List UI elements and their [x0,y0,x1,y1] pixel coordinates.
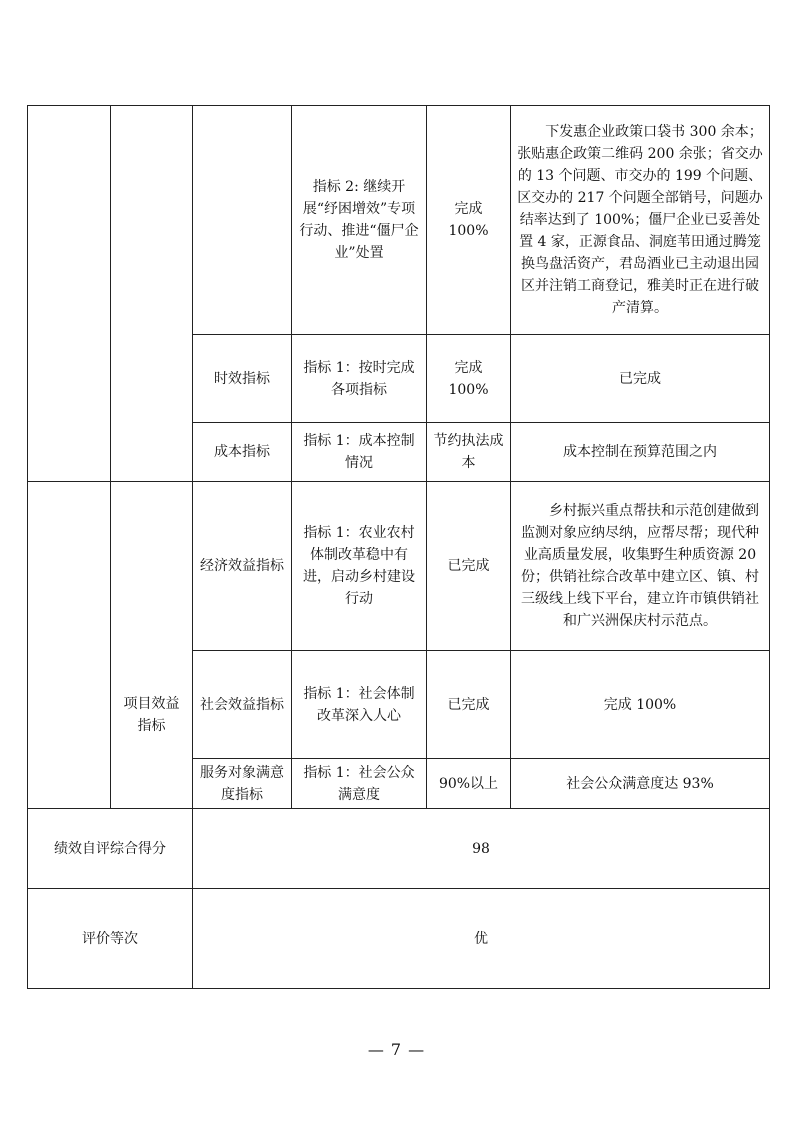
blank-cell [28,106,111,482]
grade-label: 评价等次 [28,889,193,989]
indicator-cell: 指标 2: 继续开展“纾困增效”专项行动、推进“僵尸企业”处置 [292,106,427,335]
indicator-cell: 指标 1：农业农村体制改革稳中有进，启动乡村建设行动 [292,482,427,651]
target-cell: 完成 100% [427,106,511,335]
score-label: 绩效自评综合得分 [28,809,193,889]
table-row [28,106,770,335]
blank-cell [111,106,193,482]
indicator-cell: 指标 1：社会体制改革深入人心 [292,651,427,759]
indicator-cell: 指标 1：按时完成各项指标 [292,335,427,423]
category-cell: 经济效益指标 [193,482,292,651]
blank-cell [28,482,111,809]
target-cell: 90%以上 [427,759,511,809]
actual-cell: 乡村振兴重点帮扶和示范创建做到监测对象应纳尽纳，应帮尽帮；现代种业高质量发展，收集野生种质资源 20 份；供销社综合改革中建立区、镇、村三级线上线下平台，建立许市镇供销社和广兴洲保庆村示范点。 [511,482,770,651]
target-cell: 已完成 [427,482,511,651]
target-cell: 节约执法成本 [427,423,511,482]
actual-cell: 成本控制在预算范围之内 [511,423,770,482]
category-cell: 服务对象满意度指标 [193,759,292,809]
grade-row [28,889,770,989]
indicator-cell: 指标 1：成本控制情况 [292,423,427,482]
actual-cell: 已完成 [511,335,770,423]
page-number: — 7 — [367,1040,426,1059]
score-row [28,809,770,889]
category-cell: 时效指标 [193,335,292,423]
performance-table [27,105,770,989]
actual-cell: 完成 100% [511,651,770,759]
category-cell: 社会效益指标 [193,651,292,759]
target-cell: 完成 100% [427,335,511,423]
grade-value: 优 [193,889,770,989]
indicator-cell: 指标 1：社会公众满意度 [292,759,427,809]
actual-cell: 下发惠企业政策口袋书 300 余本；张贴惠企政策二维码 200 余张；省交办的 13 个问题、市交办的 199 个问题、区交办的 217 个问题全部销号，问题办结率达到了 100%；僵尸企业已妥善处置 4 家，正源食品、洞庭苇田通过腾笼换鸟盘活资产，君岛酒业已主动退出园区并注销工商登记，雅美时正在进行破产清算。 [511,106,770,335]
score-value: 98 [193,809,770,889]
target-cell: 已完成 [427,651,511,759]
blank-cell [193,106,292,335]
benefit-group-cell: 项目效益指标 [111,482,193,809]
table-row [28,482,770,651]
actual-cell: 社会公众满意度达 93% [511,759,770,809]
category-cell: 成本指标 [193,423,292,482]
